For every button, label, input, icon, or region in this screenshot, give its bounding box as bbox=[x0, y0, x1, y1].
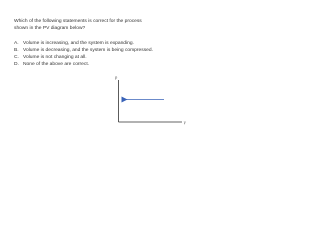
option-letter: A. bbox=[14, 41, 19, 46]
option-text: Volume is not changing at all. bbox=[23, 54, 87, 60]
option-letter: D. bbox=[14, 61, 19, 67]
option-text: None of the above are correct. bbox=[23, 61, 90, 67]
option-text: Volume is increasing, and the system is expanding. bbox=[23, 41, 134, 46]
y-axis-label: P bbox=[115, 76, 118, 81]
question-text: Which of the following statements is correct for the process shown in the PV diagram below? bbox=[14, 19, 142, 31]
x-axis-label: V bbox=[183, 121, 186, 126]
option-text: Volume is decreasing, and the system is being compressed. bbox=[23, 47, 153, 53]
option-letter: C. bbox=[14, 54, 19, 60]
pv-diagram bbox=[0, 0, 200, 142]
option-letter: B. bbox=[14, 47, 19, 53]
question-slide bbox=[0, 0, 200, 142]
